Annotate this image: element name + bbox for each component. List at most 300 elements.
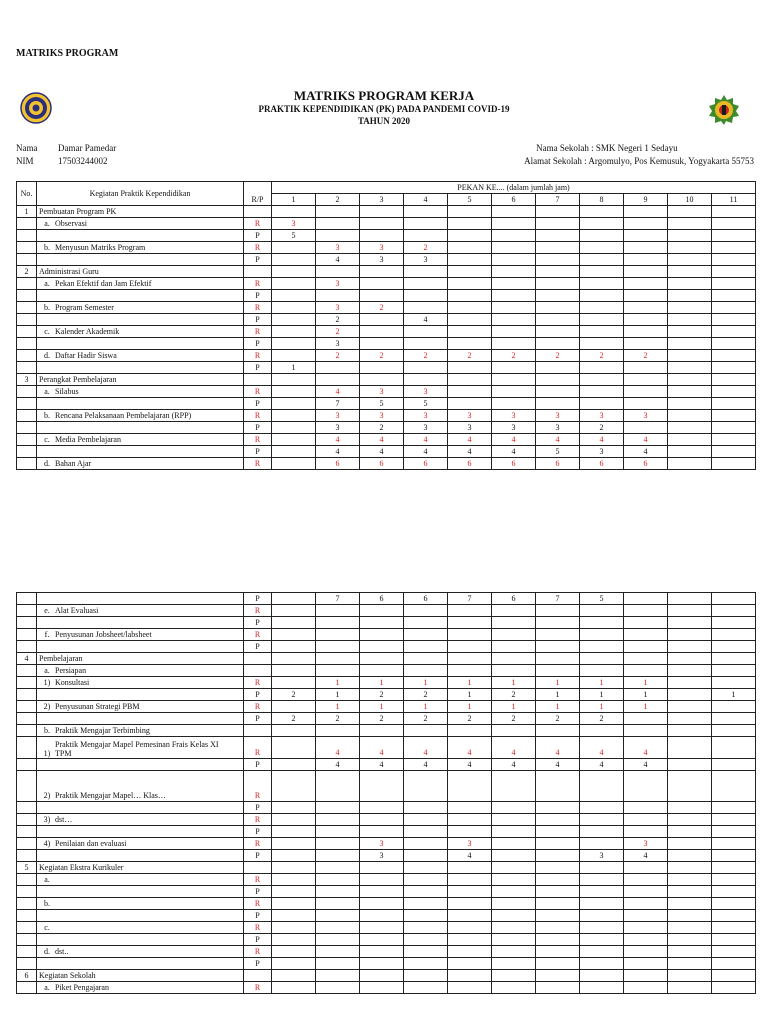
week-hours-cell — [712, 374, 756, 386]
week-hours-cell — [712, 874, 756, 886]
week-hours-cell — [536, 398, 580, 410]
week-hours-cell — [580, 886, 624, 898]
week-hours-cell: 3 — [360, 410, 404, 422]
week-hours-cell — [624, 314, 668, 326]
activity-cell — [37, 374, 244, 386]
activity-cell — [37, 713, 244, 725]
table-row — [17, 898, 756, 910]
week-hours-cell — [272, 593, 316, 605]
row-number: 4 — [17, 653, 37, 665]
week-hours-cell — [580, 771, 624, 802]
activity-label: Menyusun Matriks Program — [55, 243, 146, 252]
week-hours-cell — [448, 266, 492, 278]
week-hours-cell: 6 — [404, 593, 448, 605]
week-hours-cell — [404, 641, 448, 653]
week-hours-cell — [712, 713, 756, 725]
week-hours-cell — [624, 910, 668, 922]
rp-marker: R — [244, 771, 272, 802]
week-hours-cell: 2 — [404, 350, 448, 362]
week-hours-cell — [668, 862, 712, 874]
row-number — [17, 958, 37, 970]
week-hours-cell — [536, 922, 580, 934]
week-hours-cell — [668, 302, 712, 314]
table-row — [17, 254, 756, 266]
week-hours-cell: 2 — [404, 242, 448, 254]
week-hours-cell — [712, 398, 756, 410]
week-hours-cell — [316, 862, 360, 874]
week-hours-cell — [448, 314, 492, 326]
week-hours-cell — [272, 862, 316, 874]
week-hours-cell — [316, 629, 360, 641]
week-hours-cell — [712, 653, 756, 665]
week-hours-cell — [272, 814, 316, 826]
table-row — [17, 970, 756, 982]
week-hours-cell — [536, 242, 580, 254]
row-number — [17, 759, 37, 771]
week-hours-cell: 4 — [404, 759, 448, 771]
week-hours-cell — [668, 218, 712, 230]
week-hours-cell — [712, 982, 756, 994]
week-hours-cell — [272, 617, 316, 629]
week-hours-cell — [536, 982, 580, 994]
week-hours-cell — [316, 653, 360, 665]
week-hours-cell — [404, 771, 448, 802]
week-hours-cell: 4 — [404, 434, 448, 446]
activity-cell — [37, 970, 244, 982]
week-hours-cell — [316, 641, 360, 653]
week-hours-cell — [272, 886, 316, 898]
rp-marker: R — [244, 922, 272, 934]
week-hours-cell — [668, 771, 712, 802]
row-number: 6 — [17, 970, 37, 982]
week-hours-cell — [668, 814, 712, 826]
activity-label: Praktik Mengajar Mapel… Klas… — [55, 791, 166, 800]
activity-label: Piket Pengajaran — [55, 983, 109, 992]
week-hours-cell — [624, 958, 668, 970]
week-hours-cell: 4 — [448, 434, 492, 446]
week-hours-cell: 1 — [316, 677, 360, 689]
activity-sub-number: d. — [44, 459, 50, 468]
activity-label: Persiapan — [55, 666, 87, 675]
activity-cell — [37, 665, 244, 677]
week-hours-cell — [712, 934, 756, 946]
week-hours-cell — [448, 290, 492, 302]
week-hours-cell — [536, 910, 580, 922]
school-address: Alamat Sekolah : Argomulyo, Pos Kemusuk, Yogyakarta 55753 — [524, 156, 754, 166]
table-row — [17, 677, 756, 689]
week-hours-cell — [712, 605, 756, 617]
row-number — [17, 434, 37, 446]
week-hours-cell — [316, 934, 360, 946]
week-hours-cell — [580, 802, 624, 814]
week-hours-cell — [536, 653, 580, 665]
row-number — [17, 398, 37, 410]
week-hours-cell — [712, 771, 756, 802]
week-hours-cell: 3 — [360, 242, 404, 254]
table-row — [17, 737, 756, 759]
week-hours-cell — [448, 629, 492, 641]
activity-label: Kalender Akademik — [55, 327, 120, 336]
week-hours-cell — [624, 970, 668, 982]
week-hours-cell: 3 — [316, 338, 360, 350]
week-hours-cell — [536, 362, 580, 374]
week-hours-cell — [272, 665, 316, 677]
table-row — [17, 338, 756, 350]
week-hours-cell: 4 — [624, 446, 668, 458]
header-week: 8 — [580, 194, 624, 206]
activity-cell — [37, 386, 244, 398]
week-hours-cell — [360, 934, 404, 946]
week-hours-cell — [360, 374, 404, 386]
week-hours-cell — [580, 266, 624, 278]
week-hours-cell — [316, 922, 360, 934]
header-week: 7 — [536, 194, 580, 206]
week-hours-cell — [272, 934, 316, 946]
week-hours-cell: 2 — [272, 713, 316, 725]
week-hours-cell: 3 — [316, 242, 360, 254]
week-hours-cell: 4 — [316, 737, 360, 759]
week-hours-cell — [536, 338, 580, 350]
row-number — [17, 677, 37, 689]
week-hours-cell — [272, 254, 316, 266]
week-hours-cell: 4 — [404, 737, 448, 759]
week-hours-cell — [712, 242, 756, 254]
activity-cell — [37, 593, 244, 605]
week-hours-cell — [316, 838, 360, 850]
week-hours-cell — [272, 653, 316, 665]
week-hours-cell — [272, 386, 316, 398]
week-hours-cell: 4 — [360, 446, 404, 458]
table-row — [17, 458, 756, 470]
week-hours-cell — [712, 350, 756, 362]
week-hours-cell — [404, 605, 448, 617]
week-hours-cell — [624, 374, 668, 386]
week-hours-cell — [492, 362, 536, 374]
week-hours-cell — [404, 374, 448, 386]
activity-label: Penyusunan Strategi PBM — [55, 702, 140, 711]
activity-cell — [37, 230, 244, 242]
week-hours-cell: 2 — [580, 350, 624, 362]
activity-label: Daftar Hadir Siswa — [55, 351, 117, 360]
week-hours-cell: 1 — [448, 701, 492, 713]
rp-marker: P — [244, 958, 272, 970]
week-hours-cell: 4 — [492, 446, 536, 458]
week-hours-cell — [712, 886, 756, 898]
row-number — [17, 350, 37, 362]
week-hours-cell — [360, 874, 404, 886]
week-hours-cell: 6 — [360, 593, 404, 605]
week-hours-cell — [272, 641, 316, 653]
week-hours-cell — [668, 338, 712, 350]
activity-sub-number: e. — [44, 606, 50, 615]
week-hours-cell — [668, 605, 712, 617]
activity-cell — [37, 617, 244, 629]
activity-sub-number: a. — [44, 279, 50, 288]
rp-marker: R — [244, 350, 272, 362]
week-hours-cell — [492, 725, 536, 737]
week-hours-cell — [712, 410, 756, 422]
week-hours-cell — [404, 802, 448, 814]
week-hours-cell — [360, 946, 404, 958]
week-hours-cell — [492, 386, 536, 398]
row-number — [17, 629, 37, 641]
week-hours-cell — [316, 605, 360, 617]
week-hours-cell — [448, 641, 492, 653]
week-hours-cell — [668, 826, 712, 838]
week-hours-cell — [536, 218, 580, 230]
week-hours-cell — [448, 665, 492, 677]
week-hours-cell — [404, 617, 448, 629]
row-number — [17, 898, 37, 910]
row-number — [17, 737, 37, 759]
week-hours-cell — [536, 314, 580, 326]
week-hours-cell — [404, 970, 448, 982]
activity-cell — [37, 290, 244, 302]
activity-cell — [37, 326, 244, 338]
week-hours-cell: 6 — [316, 458, 360, 470]
row-number — [17, 362, 37, 374]
table-row — [17, 314, 756, 326]
week-hours-cell — [536, 605, 580, 617]
rp-marker: R — [244, 326, 272, 338]
page-header: MATRIKS PROGRAM — [16, 48, 119, 59]
week-hours-cell: 4 — [360, 737, 404, 759]
row-number — [17, 946, 37, 958]
week-hours-cell — [360, 814, 404, 826]
week-hours-cell: 1 — [360, 677, 404, 689]
activity-cell — [37, 737, 244, 759]
week-hours-cell — [624, 982, 668, 994]
rp-marker: R — [244, 410, 272, 422]
activity-cell — [37, 653, 244, 665]
week-hours-cell — [580, 910, 624, 922]
header-week: 2 — [316, 194, 360, 206]
week-hours-cell — [272, 970, 316, 982]
table-row — [17, 826, 756, 838]
rp-marker: R — [244, 629, 272, 641]
row-number — [17, 874, 37, 886]
week-hours-cell — [712, 266, 756, 278]
week-hours-cell — [668, 850, 712, 862]
activity-cell — [37, 422, 244, 434]
week-hours-cell — [624, 653, 668, 665]
header-week: 5 — [448, 194, 492, 206]
activity-cell — [37, 446, 244, 458]
row-number — [17, 422, 37, 434]
week-hours-cell — [580, 665, 624, 677]
table-row — [17, 641, 756, 653]
table-row — [17, 617, 756, 629]
table-row — [17, 886, 756, 898]
week-hours-cell — [448, 814, 492, 826]
activity-cell — [37, 434, 244, 446]
week-hours-cell — [624, 886, 668, 898]
week-hours-cell — [404, 910, 448, 922]
row-number — [17, 725, 37, 737]
table-row — [17, 206, 756, 218]
activity-cell — [37, 410, 244, 422]
week-hours-cell — [668, 242, 712, 254]
activity-cell — [37, 677, 244, 689]
header-kegiatan: Kegiatan Praktik Kependidikan — [37, 182, 244, 206]
week-hours-cell — [492, 653, 536, 665]
week-hours-cell — [624, 898, 668, 910]
week-hours-cell — [316, 982, 360, 994]
week-hours-cell — [492, 314, 536, 326]
table-row — [17, 410, 756, 422]
week-hours-cell: 3 — [536, 410, 580, 422]
week-hours-cell — [492, 922, 536, 934]
week-hours-cell: 4 — [316, 759, 360, 771]
week-hours-cell — [404, 725, 448, 737]
rp-marker: R — [244, 434, 272, 446]
week-hours-cell — [448, 725, 492, 737]
week-hours-cell — [360, 362, 404, 374]
week-hours-cell — [580, 230, 624, 242]
week-hours-cell — [360, 338, 404, 350]
week-hours-cell — [536, 898, 580, 910]
row-number — [17, 665, 37, 677]
week-hours-cell — [536, 290, 580, 302]
week-hours-cell — [624, 802, 668, 814]
activity-cell — [37, 266, 244, 278]
week-hours-cell — [668, 910, 712, 922]
rp-marker: R — [244, 838, 272, 850]
rp-marker: P — [244, 759, 272, 771]
week-hours-cell — [316, 970, 360, 982]
rp-marker: P — [244, 362, 272, 374]
week-hours-cell — [712, 593, 756, 605]
row-number — [17, 254, 37, 266]
table-row — [17, 802, 756, 814]
week-hours-cell — [536, 725, 580, 737]
week-hours-cell — [536, 230, 580, 242]
week-hours-cell: 3 — [316, 410, 360, 422]
activity-label: Kegiatan Sekolah — [39, 971, 96, 980]
row-number — [17, 338, 37, 350]
week-hours-cell — [492, 266, 536, 278]
week-hours-cell: 7 — [316, 593, 360, 605]
week-hours-cell — [624, 422, 668, 434]
week-hours-cell — [272, 446, 316, 458]
week-hours-cell — [272, 629, 316, 641]
header-no: No. — [17, 182, 37, 206]
week-hours-cell: 2 — [624, 350, 668, 362]
week-hours-cell — [448, 242, 492, 254]
rp-marker: P — [244, 422, 272, 434]
week-hours-cell — [360, 802, 404, 814]
activity-sub-number: a. — [44, 875, 50, 884]
week-hours-cell: 3 — [580, 410, 624, 422]
week-hours-cell — [580, 278, 624, 290]
week-hours-cell — [360, 218, 404, 230]
week-hours-cell — [316, 826, 360, 838]
week-hours-cell — [404, 665, 448, 677]
week-hours-cell: 3 — [272, 218, 316, 230]
week-hours-cell: 7 — [536, 593, 580, 605]
week-hours-cell — [272, 326, 316, 338]
week-hours-cell — [492, 771, 536, 802]
table-row — [17, 593, 756, 605]
week-hours-cell — [272, 278, 316, 290]
week-hours-cell — [536, 206, 580, 218]
rp-marker: R — [244, 605, 272, 617]
week-hours-cell — [448, 958, 492, 970]
week-hours-cell — [492, 958, 536, 970]
week-hours-cell — [580, 641, 624, 653]
week-hours-cell — [712, 629, 756, 641]
week-hours-cell: 3 — [624, 410, 668, 422]
row-number — [17, 771, 37, 802]
activity-cell — [37, 278, 244, 290]
week-hours-cell — [448, 910, 492, 922]
rp-marker: P — [244, 641, 272, 653]
week-hours-cell — [580, 982, 624, 994]
row-number — [17, 230, 37, 242]
week-hours-cell — [580, 254, 624, 266]
table-row — [17, 958, 756, 970]
week-hours-cell — [492, 850, 536, 862]
week-hours-cell — [624, 629, 668, 641]
row-number — [17, 617, 37, 629]
title-subtitle: PRAKTIK KEPENDIDIKAN (PK) PADA PANDEMI COVID-19 — [258, 104, 510, 114]
week-hours-cell — [272, 398, 316, 410]
week-hours-cell — [536, 826, 580, 838]
week-hours-cell — [580, 617, 624, 629]
week-hours-cell: 5 — [580, 593, 624, 605]
week-hours-cell: 5 — [404, 398, 448, 410]
week-hours-cell: 2 — [492, 350, 536, 362]
week-hours-cell: 4 — [448, 737, 492, 759]
week-hours-cell — [316, 218, 360, 230]
activity-cell — [37, 629, 244, 641]
activity-cell — [37, 874, 244, 886]
week-hours-cell — [536, 629, 580, 641]
activity-sub-number: d. — [44, 947, 50, 956]
week-hours-cell — [360, 725, 404, 737]
week-hours-cell: 4 — [536, 759, 580, 771]
week-hours-cell — [580, 290, 624, 302]
week-hours-cell — [404, 653, 448, 665]
week-hours-cell — [448, 302, 492, 314]
week-hours-cell — [668, 689, 712, 701]
row-number — [17, 850, 37, 862]
week-hours-cell — [536, 665, 580, 677]
rp-marker: P — [244, 230, 272, 242]
week-hours-cell — [712, 958, 756, 970]
week-hours-cell — [404, 934, 448, 946]
activity-sub-number: b. — [44, 726, 50, 735]
week-hours-cell — [316, 362, 360, 374]
week-hours-cell: 2 — [448, 713, 492, 725]
table-row — [17, 850, 756, 862]
week-hours-cell — [712, 617, 756, 629]
week-hours-cell — [360, 958, 404, 970]
week-hours-cell — [360, 826, 404, 838]
table-row — [17, 838, 756, 850]
table-row — [17, 398, 756, 410]
week-hours-cell — [448, 922, 492, 934]
week-hours-cell — [404, 982, 448, 994]
week-hours-cell: 3 — [316, 278, 360, 290]
week-hours-cell — [316, 874, 360, 886]
week-hours-cell — [316, 665, 360, 677]
activity-sub-number: 3) — [43, 815, 51, 824]
row-number — [17, 701, 37, 713]
week-hours-cell — [272, 701, 316, 713]
week-hours-cell — [404, 218, 448, 230]
table-row — [17, 629, 756, 641]
